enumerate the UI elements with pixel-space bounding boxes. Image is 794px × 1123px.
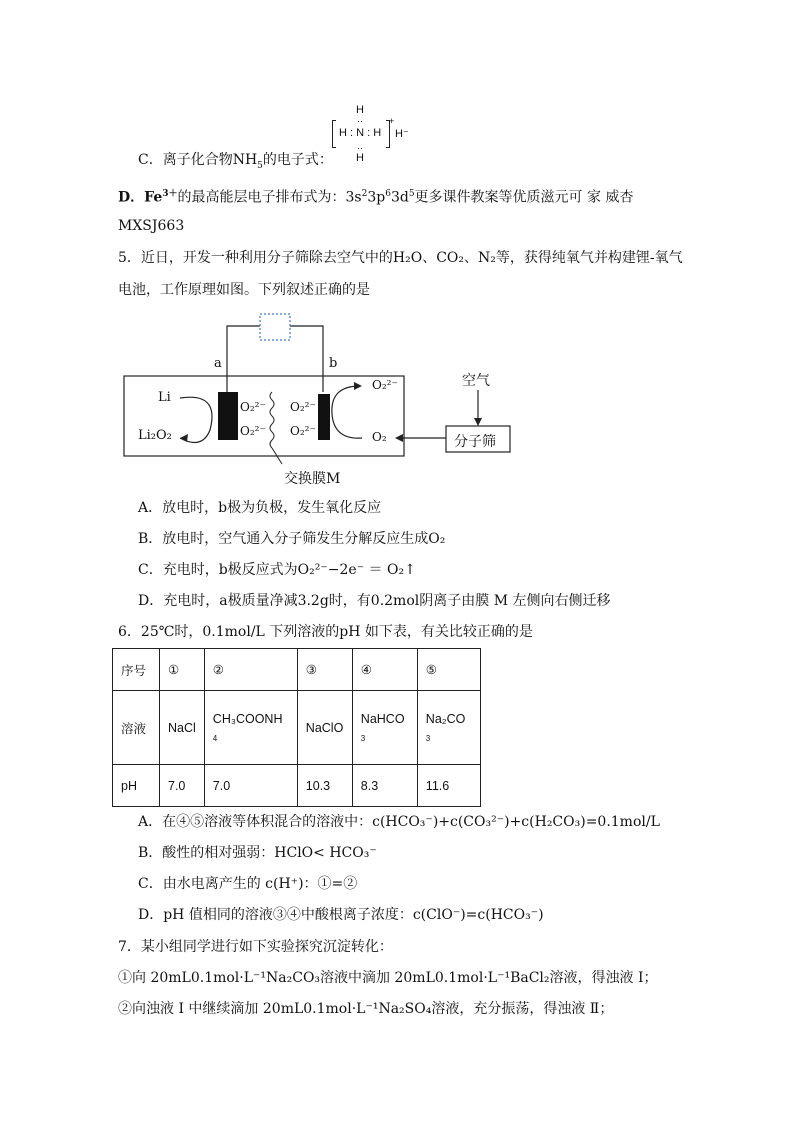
q4-option-d — [118, 184, 633, 208]
q4-optd-prefix: D．Fe — [118, 189, 163, 206]
table-cell: ① — [160, 649, 205, 691]
table-cell: 10.3 — [297, 765, 352, 807]
lewis-structure — [332, 104, 412, 166]
q6-stem: 6．25℃时，0.1mol/L 下列溶液的pH 如下表，有关比较正确的是 — [118, 624, 533, 640]
label-o22-right-top: O₂²⁻ — [290, 400, 316, 414]
lewis-dots-bottom: ·· — [357, 143, 363, 153]
label-a: a — [214, 356, 222, 371]
o2-arrow — [332, 386, 362, 438]
q5-option-c: C．充电时，b极反应式为O₂²⁻−2e⁻ ＝ O₂↑ — [138, 562, 416, 578]
label-membrane: 交换膜M — [284, 471, 341, 487]
table-row-solution — [113, 691, 481, 765]
table-row-ph — [113, 765, 481, 807]
lewis-h-bottom: H — [356, 152, 364, 164]
label-o22-outer: O₂²⁻ — [372, 378, 398, 392]
q4-optd-mid: 的最高能层电子排布式为：3s — [177, 189, 362, 206]
electrode-b — [318, 394, 330, 440]
q7-step1: ①向 20mL0.1mol·L⁻¹Na₂CO₃溶液中滴加 20mL0.1mol·L⁻¹BaCl₂溶液，得浊液 Ⅰ； — [118, 970, 658, 986]
wire-b — [290, 326, 323, 392]
table-cell: 11.6 — [417, 765, 480, 807]
q4-optd-d: 3d — [390, 189, 409, 206]
q4-optc-text: C．离子化合物NH — [138, 152, 258, 168]
table-row-header — [113, 649, 481, 691]
watermark-text: MXSJ663 — [118, 218, 185, 234]
q5-option-d: D．充电时，a极质量净减3.2g时，有0.2mol阴离子由膜 M 左侧向右侧迁移 — [138, 593, 611, 609]
q6-option-d: D．pH 值相同的溶液③④中酸根离子浓度：c(ClO⁻)=c(HCO₃⁻) — [138, 907, 544, 923]
label-sieve: 分子筛 — [454, 434, 496, 450]
q4-optd-s1: 2 — [361, 189, 368, 199]
table-cell: 8.3 — [352, 765, 417, 807]
q5-stem-line1: 5．近日，开发一种利用分子筛除去空气中的H₂O、CO₂、N₂等，获得纯氧气并构建锂-氧气 — [118, 250, 683, 266]
lewis-middle: H : N : H — [339, 127, 382, 139]
q6-option-a: A．在④⑤溶液等体积混合的溶液中：c(HCO₃⁻)+c(CO₃²⁻)+c(H₂CO₃)=0.1mol/L — [138, 814, 660, 830]
q7-stem: 7．某小组同学进行如下实验探究沉淀转化： — [118, 939, 393, 955]
wire-a — [227, 326, 260, 392]
battery-diagram — [110, 306, 530, 496]
q4-optc-suffix: 的电子式： — [262, 152, 333, 168]
q6-option-b: B．酸性的相对强弱：HClO< HCO₃⁻ — [138, 845, 377, 861]
q6-option-c: C．由水电离产生的 c(H⁺)：①=② — [138, 876, 358, 892]
q5-stem-line2: 电池，工作原理如图。下列叙述正确的是 — [118, 282, 370, 298]
label-b: b — [329, 356, 338, 371]
q5-option-a: A．放电时，b极为负极，发生氧化反应 — [138, 500, 382, 516]
q4-optd-suffix: 更多课件教案等优质滋元可 家 威杏 — [414, 189, 634, 206]
q4-optd-s3: 5 — [408, 189, 415, 199]
table-cell: 溶液 — [113, 691, 160, 765]
lewis-h-top: H — [356, 104, 364, 116]
table-cell: ③ — [297, 649, 352, 691]
table-cell: CH₃COONH 4 — [204, 691, 297, 765]
table-cell: NaHCO 3 — [352, 691, 417, 765]
label-o2: O₂ — [372, 430, 387, 444]
label-air: 空气 — [462, 373, 490, 389]
q4-optd-p: 3p — [367, 189, 386, 206]
label-li: Li — [158, 390, 171, 405]
label-o22-right-bottom: O₂²⁻ — [290, 424, 316, 438]
table-cell: ② — [204, 649, 297, 691]
table-cell: 序号 — [113, 649, 160, 691]
table-cell: 7.0 — [160, 765, 205, 807]
q4-optd-sup: 3＋ — [162, 189, 178, 199]
lewis-anion: H⁻ — [395, 128, 409, 140]
lewis-charge: + — [389, 116, 395, 126]
electrode-a — [218, 392, 238, 440]
table-cell: ⑤ — [417, 649, 480, 691]
table-cell: pH — [113, 765, 160, 807]
ph-table — [112, 648, 481, 807]
cell-box — [124, 376, 404, 456]
q5-option-b: B．放电时，空气通入分子筛发生分解反应生成O₂ — [138, 531, 446, 547]
table-cell: 7.0 — [204, 765, 297, 807]
table-cell: Na₂CO 3 — [417, 691, 480, 765]
q4-optd-s2: 6 — [385, 189, 391, 199]
membrane-squiggle — [270, 392, 274, 448]
q7-step2: ②向浊液 Ⅰ 中继续滴加 20mL0.1mol·L⁻¹Na₂SO₄溶液，充分振荡，得浊液 Ⅱ； — [118, 1001, 614, 1017]
load-box — [260, 314, 290, 340]
label-li2o2: Li₂O₂ — [138, 428, 172, 443]
lewis-dots-top: ·· — [357, 116, 363, 126]
label-o22-left-top: O₂²⁻ — [240, 400, 266, 414]
table-cell: NaCl — [160, 691, 205, 765]
table-cell: ④ — [352, 649, 417, 691]
q4-optc-sub: 5 — [257, 160, 263, 171]
q4-option-c — [138, 150, 333, 176]
table-cell: NaClO — [297, 691, 352, 765]
label-o22-left-bottom: O₂²⁻ — [240, 424, 266, 438]
